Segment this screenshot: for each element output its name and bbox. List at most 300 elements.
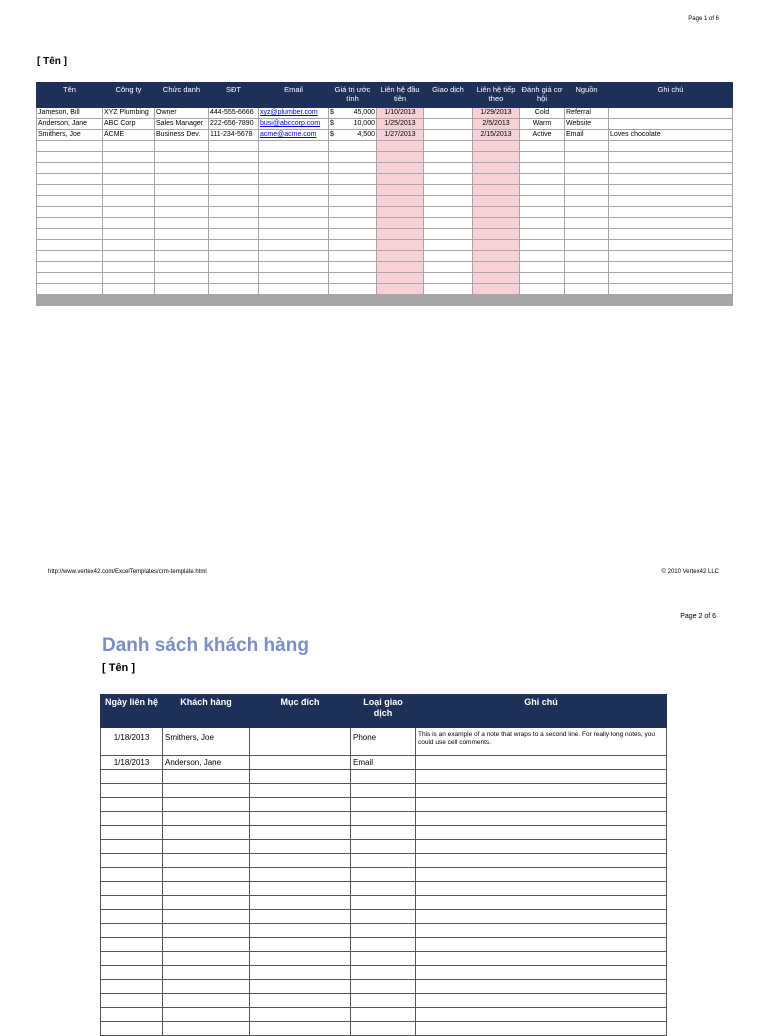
empty-cell[interactable] [37, 196, 103, 207]
empty-cell[interactable] [473, 284, 520, 295]
cell-deal[interactable] [424, 108, 473, 119]
empty-cell[interactable] [351, 840, 416, 854]
empty-cell[interactable] [37, 218, 103, 229]
empty-cell[interactable] [351, 994, 416, 1008]
empty-cell[interactable] [101, 798, 163, 812]
empty-cell[interactable] [609, 218, 733, 229]
empty-cell[interactable] [250, 798, 351, 812]
empty-cell[interactable] [103, 207, 155, 218]
empty-cell[interactable] [424, 218, 473, 229]
empty-cell[interactable] [473, 262, 520, 273]
empty-cell[interactable] [609, 273, 733, 284]
empty-cell[interactable] [155, 262, 209, 273]
empty-cell[interactable] [377, 141, 424, 152]
empty-cell[interactable] [163, 994, 250, 1008]
empty-cell[interactable] [473, 196, 520, 207]
empty-cell[interactable] [351, 980, 416, 994]
empty-cell[interactable] [565, 218, 609, 229]
empty-cell[interactable] [101, 980, 163, 994]
empty-cell[interactable] [424, 240, 473, 251]
cell-phone[interactable]: 111-234-5678 [209, 130, 259, 141]
empty-cell[interactable] [101, 896, 163, 910]
empty-cell[interactable] [37, 284, 103, 295]
empty-cell[interactable] [424, 262, 473, 273]
empty-cell[interactable] [377, 174, 424, 185]
empty-cell[interactable] [520, 240, 565, 251]
empty-cell[interactable] [209, 163, 259, 174]
empty-cell[interactable] [520, 152, 565, 163]
empty-cell[interactable] [473, 218, 520, 229]
empty-cell[interactable] [565, 262, 609, 273]
empty-cell[interactable] [101, 854, 163, 868]
empty-cell[interactable] [103, 218, 155, 229]
empty-cell[interactable] [416, 826, 667, 840]
empty-cell[interactable] [155, 163, 209, 174]
empty-cell[interactable] [473, 152, 520, 163]
empty-cell[interactable] [377, 185, 424, 196]
empty-cell[interactable] [103, 185, 155, 196]
empty-cell[interactable] [155, 207, 209, 218]
empty-cell[interactable] [377, 284, 424, 295]
empty-cell[interactable] [259, 174, 329, 185]
empty-cell[interactable] [565, 163, 609, 174]
empty-cell[interactable] [163, 798, 250, 812]
cell-email[interactable] [259, 119, 329, 130]
empty-cell[interactable] [377, 196, 424, 207]
empty-cell[interactable] [103, 251, 155, 262]
empty-cell[interactable] [377, 218, 424, 229]
empty-cell[interactable] [101, 994, 163, 1008]
empty-cell[interactable] [329, 196, 377, 207]
empty-cell[interactable] [101, 812, 163, 826]
empty-cell[interactable] [473, 141, 520, 152]
empty-cell[interactable] [473, 185, 520, 196]
empty-cell[interactable] [609, 240, 733, 251]
empty-cell[interactable] [259, 163, 329, 174]
empty-cell[interactable] [163, 966, 250, 980]
empty-cell[interactable] [209, 196, 259, 207]
empty-cell[interactable] [209, 207, 259, 218]
empty-cell[interactable] [250, 952, 351, 966]
empty-cell[interactable] [416, 1008, 667, 1022]
empty-cell[interactable] [155, 273, 209, 284]
cell-name[interactable]: Smithers, Joe [37, 130, 103, 141]
empty-cell[interactable] [250, 812, 351, 826]
empty-cell[interactable] [351, 896, 416, 910]
empty-cell[interactable] [103, 229, 155, 240]
empty-cell[interactable] [155, 240, 209, 251]
email-link[interactable]: acme@acme.com [260, 131, 317, 138]
empty-cell[interactable] [209, 218, 259, 229]
empty-cell[interactable] [565, 273, 609, 284]
empty-cell[interactable] [329, 251, 377, 262]
empty-cell[interactable] [250, 826, 351, 840]
empty-cell[interactable] [416, 868, 667, 882]
empty-cell[interactable] [351, 882, 416, 896]
empty-cell[interactable] [473, 251, 520, 262]
cell-value[interactable] [329, 108, 377, 119]
cell-phone[interactable]: 222-656-7890 [209, 119, 259, 130]
cell-rating[interactable]: Active [520, 130, 565, 141]
empty-cell[interactable] [609, 229, 733, 240]
empty-cell[interactable] [416, 770, 667, 784]
empty-cell[interactable] [163, 938, 250, 952]
empty-cell[interactable] [101, 952, 163, 966]
empty-cell[interactable] [351, 938, 416, 952]
empty-cell[interactable] [250, 966, 351, 980]
empty-cell[interactable] [565, 152, 609, 163]
cell-value[interactable] [329, 119, 377, 130]
cell-type[interactable]: Phone [351, 728, 416, 756]
empty-cell[interactable] [424, 207, 473, 218]
empty-cell[interactable] [37, 207, 103, 218]
empty-cell[interactable] [416, 896, 667, 910]
cell-rating[interactable]: Cold [520, 108, 565, 119]
empty-cell[interactable] [473, 273, 520, 284]
empty-cell[interactable] [416, 882, 667, 896]
empty-cell[interactable] [416, 952, 667, 966]
empty-cell[interactable] [250, 854, 351, 868]
empty-cell[interactable] [209, 174, 259, 185]
empty-cell[interactable] [37, 273, 103, 284]
empty-cell[interactable] [163, 924, 250, 938]
empty-cell[interactable] [101, 1008, 163, 1022]
empty-cell[interactable] [351, 770, 416, 784]
empty-cell[interactable] [377, 163, 424, 174]
empty-cell[interactable] [209, 262, 259, 273]
cell-source[interactable]: Email [565, 130, 609, 141]
empty-cell[interactable] [424, 185, 473, 196]
empty-cell[interactable] [351, 784, 416, 798]
empty-cell[interactable] [377, 229, 424, 240]
cell-email[interactable] [259, 130, 329, 141]
empty-cell[interactable] [163, 910, 250, 924]
cell-notes[interactable]: This is an example of a note that wraps to a second line. For really long notes, you could use cell comments. [416, 728, 667, 756]
empty-cell[interactable] [163, 854, 250, 868]
empty-cell[interactable] [609, 141, 733, 152]
empty-cell[interactable] [250, 896, 351, 910]
empty-cell[interactable] [250, 882, 351, 896]
empty-cell[interactable] [37, 262, 103, 273]
empty-cell[interactable] [351, 868, 416, 882]
cell-title[interactable]: Business Dev. [155, 130, 209, 141]
empty-cell[interactable] [329, 152, 377, 163]
cell-deal[interactable] [424, 130, 473, 141]
empty-cell[interactable] [103, 196, 155, 207]
empty-cell[interactable] [416, 798, 667, 812]
empty-cell[interactable] [377, 240, 424, 251]
cell-title[interactable]: Owner [155, 108, 209, 119]
empty-cell[interactable] [609, 174, 733, 185]
empty-cell[interactable] [377, 251, 424, 262]
empty-cell[interactable] [424, 141, 473, 152]
empty-cell[interactable] [101, 868, 163, 882]
empty-cell[interactable] [520, 196, 565, 207]
cell-first-contact[interactable]: 1/27/2013 [377, 130, 424, 141]
empty-cell[interactable] [37, 229, 103, 240]
empty-cell[interactable] [155, 251, 209, 262]
empty-cell[interactable] [520, 262, 565, 273]
empty-cell[interactable] [209, 284, 259, 295]
empty-cell[interactable] [209, 141, 259, 152]
empty-cell[interactable] [416, 784, 667, 798]
empty-cell[interactable] [259, 262, 329, 273]
empty-cell[interactable] [37, 185, 103, 196]
empty-cell[interactable] [209, 273, 259, 284]
empty-cell[interactable] [565, 196, 609, 207]
empty-cell[interactable] [329, 174, 377, 185]
empty-cell[interactable] [259, 251, 329, 262]
empty-cell[interactable] [351, 952, 416, 966]
empty-cell[interactable] [377, 262, 424, 273]
empty-cell[interactable] [103, 262, 155, 273]
empty-cell[interactable] [424, 152, 473, 163]
email-link[interactable]: busi@abccorp.com [260, 120, 321, 127]
empty-cell[interactable] [416, 966, 667, 980]
empty-cell[interactable] [103, 152, 155, 163]
cell-phone[interactable]: 444-555-6666 [209, 108, 259, 119]
cell-next-contact[interactable]: 1/29/2013 [473, 108, 520, 119]
empty-cell[interactable] [351, 910, 416, 924]
cell-date[interactable]: 1/18/2013 [101, 756, 163, 770]
empty-cell[interactable] [424, 251, 473, 262]
empty-cell[interactable] [565, 185, 609, 196]
empty-cell[interactable] [163, 770, 250, 784]
empty-cell[interactable] [101, 924, 163, 938]
empty-cell[interactable] [259, 141, 329, 152]
empty-cell[interactable] [565, 284, 609, 295]
empty-cell[interactable] [250, 770, 351, 784]
empty-cell[interactable] [520, 251, 565, 262]
empty-cell[interactable] [609, 163, 733, 174]
empty-cell[interactable] [250, 1008, 351, 1022]
empty-cell[interactable] [101, 784, 163, 798]
empty-cell[interactable] [259, 240, 329, 251]
empty-cell[interactable] [329, 229, 377, 240]
empty-cell[interactable] [163, 812, 250, 826]
empty-cell[interactable] [155, 185, 209, 196]
empty-cell[interactable] [565, 141, 609, 152]
empty-cell[interactable] [377, 207, 424, 218]
empty-cell[interactable] [259, 273, 329, 284]
empty-cell[interactable] [103, 273, 155, 284]
empty-cell[interactable] [155, 174, 209, 185]
empty-cell[interactable] [351, 812, 416, 826]
cell-notes[interactable] [609, 108, 733, 119]
empty-cell[interactable] [424, 284, 473, 295]
empty-cell[interactable] [565, 229, 609, 240]
cell-purpose[interactable] [250, 728, 351, 756]
cell-name[interactable]: Anderson, Jane [37, 119, 103, 130]
empty-cell[interactable] [163, 1008, 250, 1022]
empty-cell[interactable] [416, 910, 667, 924]
empty-cell[interactable] [416, 980, 667, 994]
empty-cell[interactable] [609, 207, 733, 218]
email-link[interactable]: xyz@plumber.com [260, 109, 318, 116]
empty-cell[interactable] [259, 284, 329, 295]
empty-cell[interactable] [609, 262, 733, 273]
empty-cell[interactable] [259, 185, 329, 196]
empty-cell[interactable] [565, 240, 609, 251]
empty-cell[interactable] [209, 185, 259, 196]
empty-cell[interactable] [250, 924, 351, 938]
empty-cell[interactable] [259, 196, 329, 207]
empty-cell[interactable] [259, 218, 329, 229]
cell-notes[interactable] [416, 756, 667, 770]
cell-first-contact[interactable]: 1/25/2013 [377, 119, 424, 130]
empty-cell[interactable] [155, 218, 209, 229]
empty-cell[interactable] [377, 152, 424, 163]
empty-cell[interactable] [416, 994, 667, 1008]
empty-cell[interactable] [351, 826, 416, 840]
empty-cell[interactable] [416, 938, 667, 952]
empty-cell[interactable] [37, 174, 103, 185]
cell-first-contact[interactable]: 1/10/2013 [377, 108, 424, 119]
cell-source[interactable]: Website [565, 119, 609, 130]
empty-cell[interactable] [259, 207, 329, 218]
empty-cell[interactable] [351, 966, 416, 980]
empty-cell[interactable] [163, 952, 250, 966]
empty-cell[interactable] [329, 163, 377, 174]
empty-cell[interactable] [520, 284, 565, 295]
empty-cell[interactable] [101, 770, 163, 784]
empty-cell[interactable] [163, 980, 250, 994]
empty-cell[interactable] [609, 152, 733, 163]
empty-cell[interactable] [37, 152, 103, 163]
empty-cell[interactable] [250, 980, 351, 994]
empty-cell[interactable] [424, 196, 473, 207]
empty-cell[interactable] [424, 229, 473, 240]
cell-rating[interactable]: Warm [520, 119, 565, 130]
empty-cell[interactable] [155, 152, 209, 163]
empty-cell[interactable] [101, 910, 163, 924]
cell-company[interactable]: XYZ Plumbing [103, 108, 155, 119]
empty-cell[interactable] [473, 174, 520, 185]
empty-cell[interactable] [101, 938, 163, 952]
empty-cell[interactable] [103, 174, 155, 185]
empty-cell[interactable] [101, 826, 163, 840]
empty-cell[interactable] [609, 284, 733, 295]
empty-cell[interactable] [329, 141, 377, 152]
empty-cell[interactable] [520, 207, 565, 218]
empty-cell[interactable] [351, 1008, 416, 1022]
empty-cell[interactable] [377, 273, 424, 284]
empty-cell[interactable] [101, 966, 163, 980]
empty-cell[interactable] [250, 910, 351, 924]
empty-cell[interactable] [250, 938, 351, 952]
empty-cell[interactable] [37, 251, 103, 262]
empty-cell[interactable] [250, 840, 351, 854]
empty-cell[interactable] [424, 273, 473, 284]
empty-cell[interactable] [103, 240, 155, 251]
empty-cell[interactable] [416, 854, 667, 868]
empty-cell[interactable] [520, 185, 565, 196]
empty-cell[interactable] [103, 141, 155, 152]
empty-cell[interactable] [101, 840, 163, 854]
cell-email[interactable] [259, 108, 329, 119]
cell-notes[interactable]: Loves chocolate [609, 130, 733, 141]
empty-cell[interactable] [329, 273, 377, 284]
empty-cell[interactable] [163, 896, 250, 910]
cell-source[interactable]: Referral [565, 108, 609, 119]
empty-cell[interactable] [520, 273, 565, 284]
empty-cell[interactable] [351, 854, 416, 868]
empty-cell[interactable] [37, 240, 103, 251]
cell-date[interactable]: 1/18/2013 [101, 728, 163, 756]
empty-cell[interactable] [163, 882, 250, 896]
empty-cell[interactable] [329, 207, 377, 218]
empty-cell[interactable] [37, 163, 103, 174]
empty-cell[interactable] [565, 207, 609, 218]
cell-purpose[interactable] [250, 756, 351, 770]
empty-cell[interactable] [329, 262, 377, 273]
empty-cell[interactable] [329, 218, 377, 229]
empty-cell[interactable] [329, 185, 377, 196]
empty-cell[interactable] [250, 784, 351, 798]
cell-company[interactable]: ABC Corp [103, 119, 155, 130]
cell-customer[interactable]: Anderson, Jane [163, 756, 250, 770]
empty-cell[interactable] [520, 163, 565, 174]
empty-cell[interactable] [103, 163, 155, 174]
cell-value[interactable] [329, 130, 377, 141]
empty-cell[interactable] [209, 229, 259, 240]
empty-cell[interactable] [351, 798, 416, 812]
empty-cell[interactable] [163, 826, 250, 840]
empty-cell[interactable] [565, 251, 609, 262]
empty-cell[interactable] [155, 229, 209, 240]
empty-cell[interactable] [209, 152, 259, 163]
empty-cell[interactable] [473, 163, 520, 174]
empty-cell[interactable] [209, 251, 259, 262]
empty-cell[interactable] [163, 840, 250, 854]
empty-cell[interactable] [329, 284, 377, 295]
empty-cell[interactable] [155, 196, 209, 207]
empty-cell[interactable] [329, 240, 377, 251]
empty-cell[interactable] [163, 868, 250, 882]
cell-next-contact[interactable]: 2/5/2013 [473, 119, 520, 130]
empty-cell[interactable] [155, 141, 209, 152]
empty-cell[interactable] [250, 868, 351, 882]
empty-cell[interactable] [520, 218, 565, 229]
empty-cell[interactable] [259, 229, 329, 240]
empty-cell[interactable] [416, 924, 667, 938]
empty-cell[interactable] [416, 812, 667, 826]
empty-cell[interactable] [520, 141, 565, 152]
empty-cell[interactable] [609, 185, 733, 196]
empty-cell[interactable] [473, 240, 520, 251]
cell-customer[interactable]: Smithers, Joe [163, 728, 250, 756]
empty-cell[interactable] [209, 240, 259, 251]
cell-company[interactable]: ACME [103, 130, 155, 141]
empty-cell[interactable] [609, 196, 733, 207]
empty-cell[interactable] [520, 174, 565, 185]
cell-deal[interactable] [424, 119, 473, 130]
cell-next-contact[interactable]: 2/15/2013 [473, 130, 520, 141]
empty-cell[interactable] [103, 284, 155, 295]
empty-cell[interactable] [473, 207, 520, 218]
empty-cell[interactable] [351, 924, 416, 938]
empty-cell[interactable] [565, 174, 609, 185]
empty-cell[interactable] [416, 840, 667, 854]
empty-cell[interactable] [424, 174, 473, 185]
cell-notes[interactable] [609, 119, 733, 130]
empty-cell[interactable] [520, 229, 565, 240]
cell-type[interactable]: Email [351, 756, 416, 770]
empty-cell[interactable] [101, 882, 163, 896]
empty-cell[interactable] [163, 784, 250, 798]
empty-cell[interactable] [37, 141, 103, 152]
empty-cell[interactable] [250, 994, 351, 1008]
